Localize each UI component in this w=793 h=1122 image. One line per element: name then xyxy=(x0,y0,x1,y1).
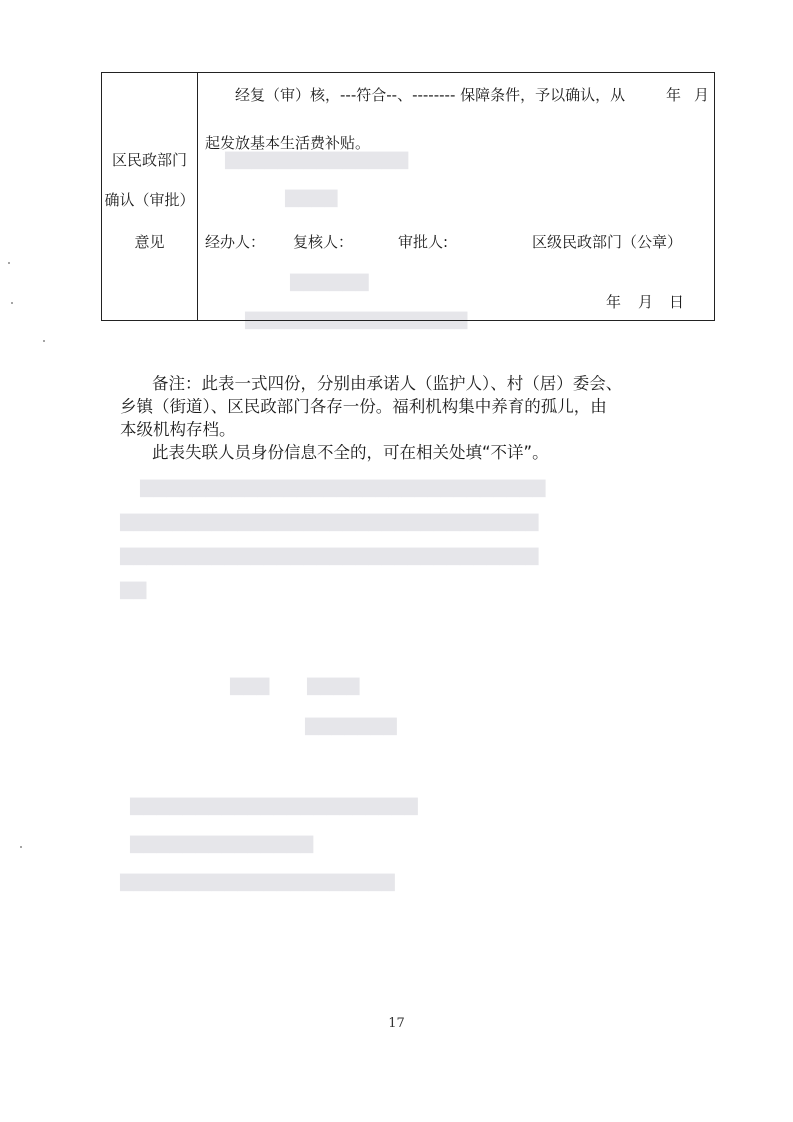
notes-line-2: 乡镇（街道）、区民政部门各存一份。福利机构集中养育的孤儿，由 xyxy=(120,397,607,416)
scan-speck xyxy=(43,340,45,342)
notes-line-1: 备注：此表一式四份，分别由承诺人（监护人）、村（居）委会、 xyxy=(152,374,623,393)
row-label-cell xyxy=(102,73,197,320)
approver-label: 审批人: xyxy=(398,233,449,251)
scan-speck xyxy=(8,262,10,264)
row-label-line-1: 区民政部门 xyxy=(111,151,187,169)
document-page: ▇▇▇▇▇▇▇▇▇▇▇▇▇▇ ▇▇▇▇ ▇▇▇▇▇▇ ▇▇▇▇▇▇▇▇▇▇▇▇▇▇▇▇▇ ▇▇▇▇▇▇▇▇▇▇▇▇▇▇▇▇▇▇▇▇▇▇▇▇▇▇▇▇▇▇▇ ▇▇▇▇▇▇▇▇▇▇▇▇▇▇▇▇▇▇▇▇▇▇▇▇▇▇▇▇▇▇▇▇ ▇▇▇▇▇▇▇▇▇▇▇▇▇▇▇▇▇▇▇▇▇▇▇▇▇▇▇▇▇▇▇▇ ▇▇ ▇▇▇ ▇▇▇▇ ▇▇▇▇▇▇▇ ▇▇▇▇▇▇▇▇▇▇▇▇▇▇▇▇▇▇▇▇▇▇ ▇▇▇▇▇▇▇▇▇▇▇▇▇▇ ▇▇▇▇▇▇▇▇▇▇▇▇▇▇▇▇▇▇▇▇▇ 区民政部门 确认（审批） 意见 经复（审）核，---符合--、-------- 保障条件，予以确认，从 年 月 起发放基本生活费补贴。 经办人： 复核人： 审批人: 区级民政部门（公章） 年 月 日 备注：此表一式四份，分别由承诺人（监护人）、村（居）委会、 乡镇（街道）、区民政部门各存一份。福利机构集中养育的孤儿，由 本级机构存档。 此表失联人员身份信息不全的，可在相关处填“不详”。 17 xyxy=(0,0,793,1122)
notes-line-4: 此表失联人员身份信息不全的，可在相关处填“不详”。 xyxy=(152,443,549,462)
subsidy-start-text: 起发放基本生活费补贴。 xyxy=(205,134,371,152)
page-number: 17 xyxy=(388,1016,405,1031)
notes-line-3: 本级机构存档。 xyxy=(120,420,236,439)
date-month-label: 月 xyxy=(638,293,654,311)
review-statement: 经复（审）核，---符合--、-------- 保障条件，予以确认，从 xyxy=(235,86,626,104)
start-year-label: 年 xyxy=(666,86,682,104)
date-year-label: 年 xyxy=(606,293,622,311)
seal-label: 区级民政部门（公章） xyxy=(532,233,683,251)
notes-section xyxy=(120,372,680,464)
scan-speck xyxy=(20,846,22,848)
handler-label: 经办人： xyxy=(205,233,266,251)
column-divider xyxy=(197,73,198,320)
row-label-line-3: 意见 xyxy=(134,233,165,251)
opinion-cell xyxy=(199,73,714,320)
start-month-label: 月 xyxy=(694,86,710,104)
scan-speck xyxy=(11,302,13,304)
row-label-line-2: 确认（审批） xyxy=(104,191,195,209)
reviewer-label: 复核人： xyxy=(293,233,354,251)
date-day-label: 日 xyxy=(669,293,685,311)
approval-form-table xyxy=(101,72,715,321)
